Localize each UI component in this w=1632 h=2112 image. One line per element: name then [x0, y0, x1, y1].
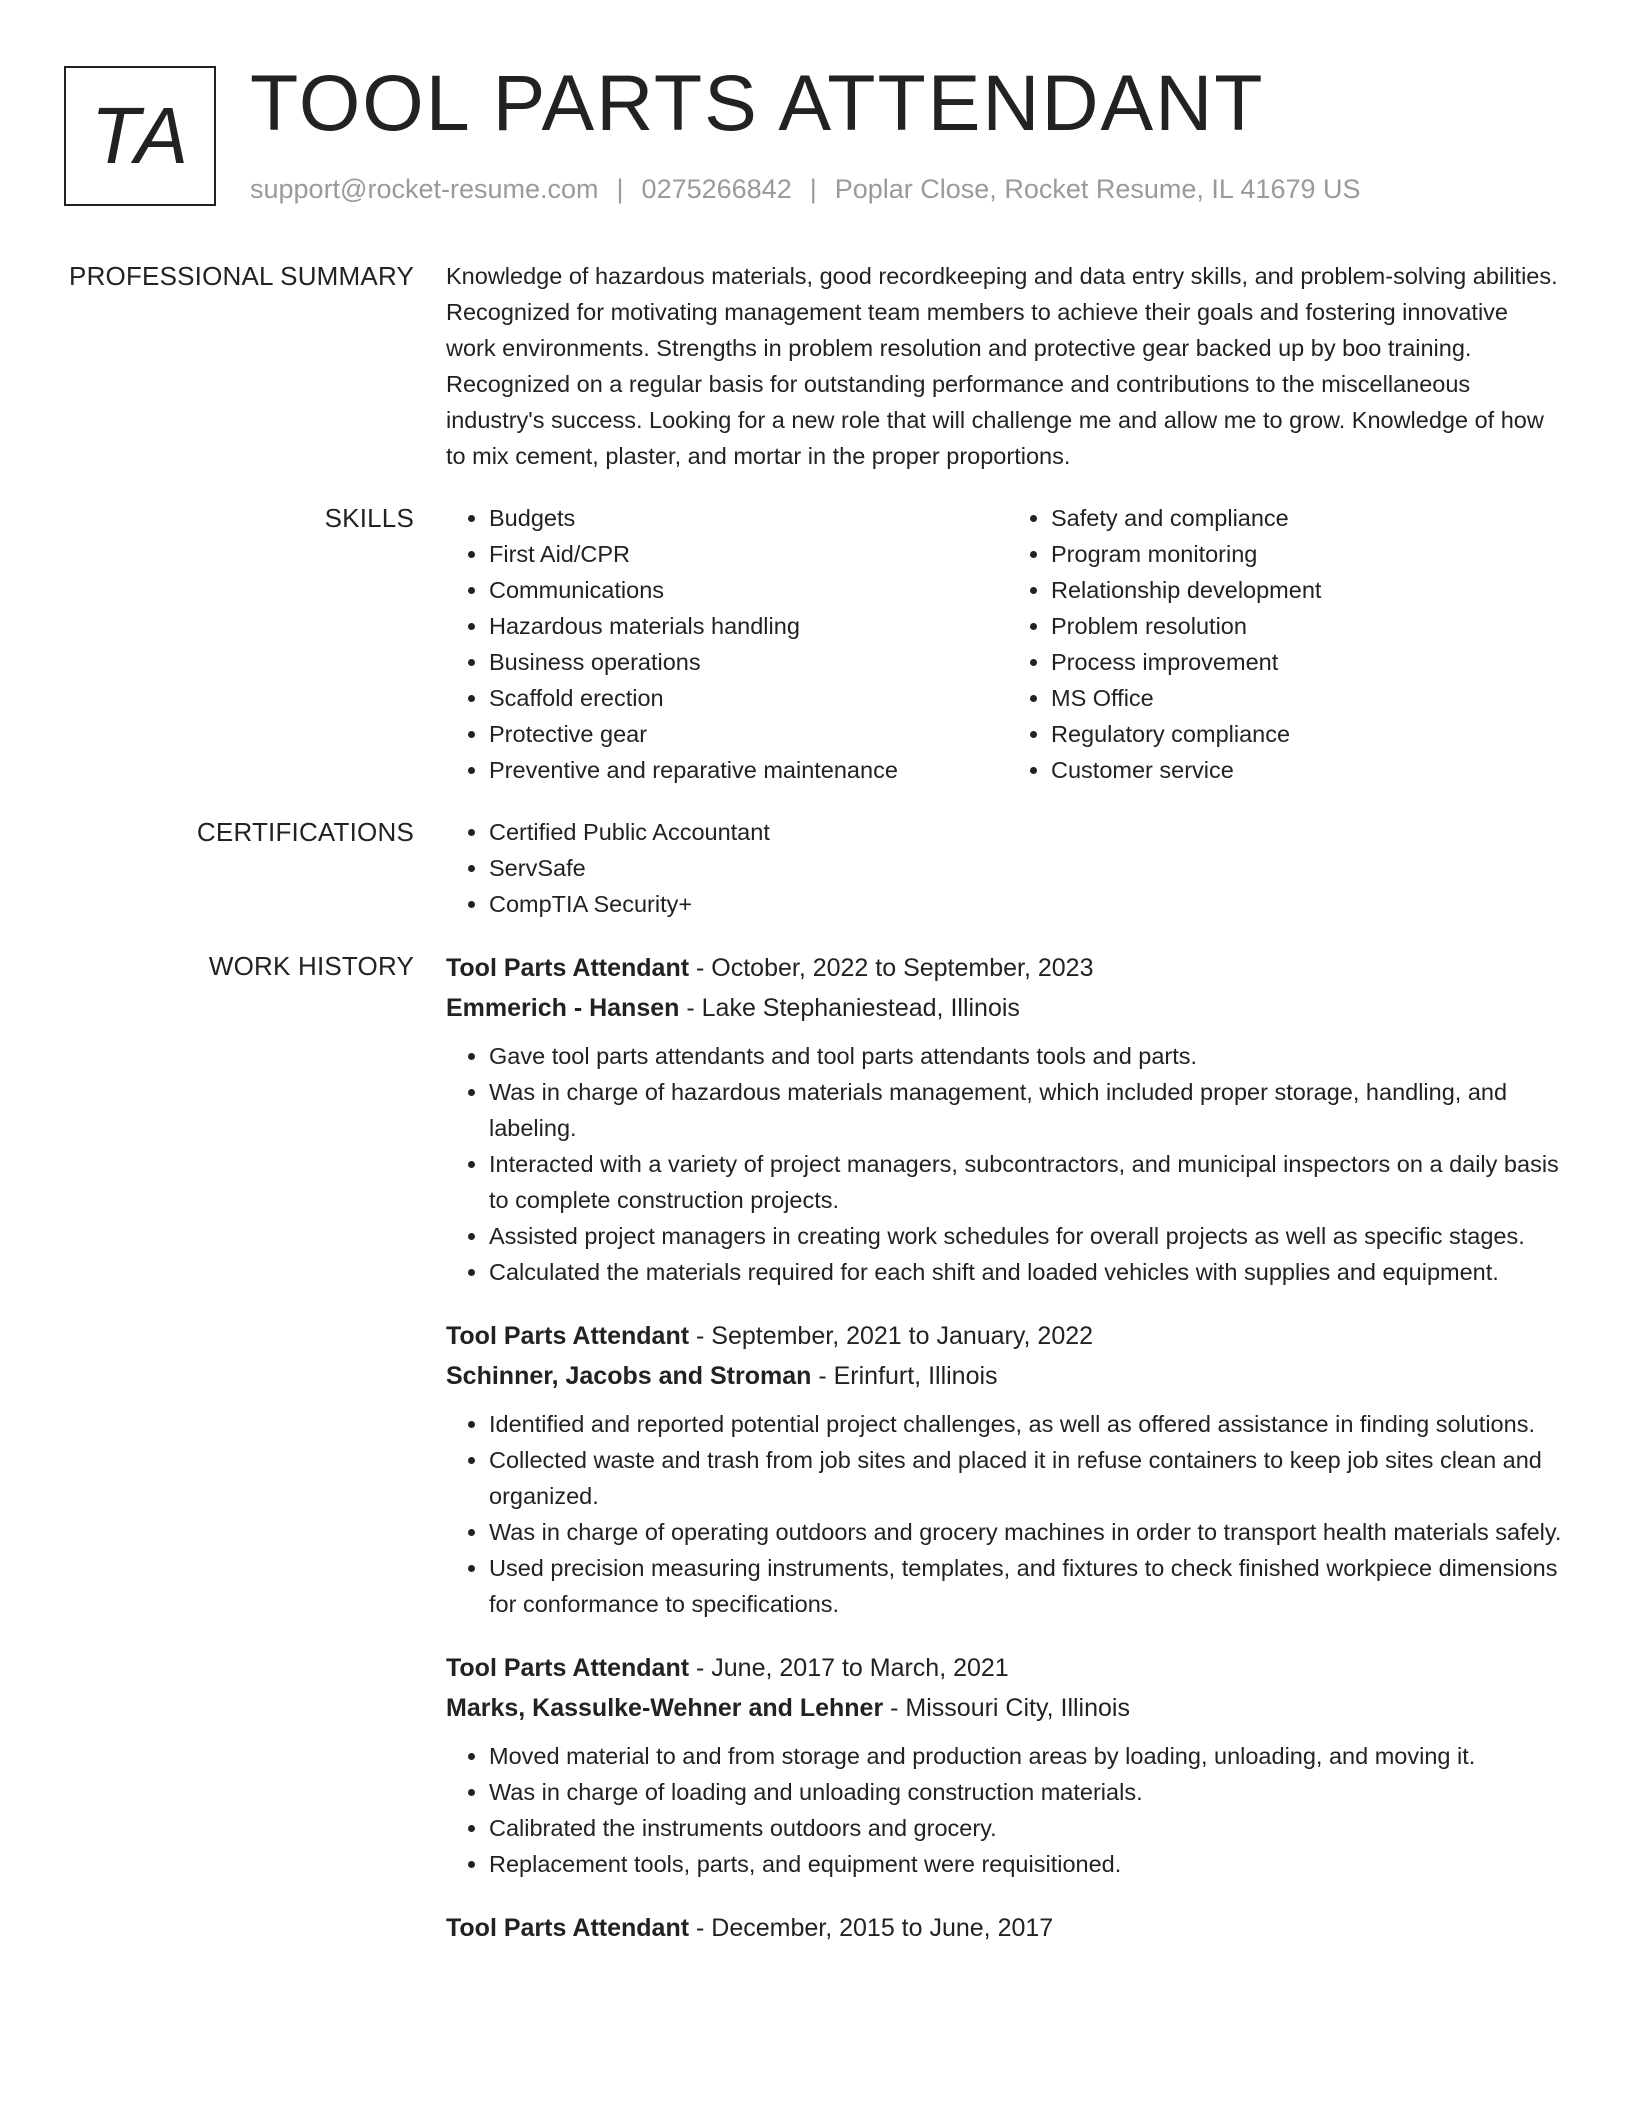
certification-item: • ServSafe [489, 850, 1564, 886]
skill-item: • Customer service [1051, 752, 1571, 788]
certification-item: • CompTIA Security+ [489, 886, 1564, 922]
job-entry [446, 948, 1564, 1290]
certification-item: • Certified Public Accountant [489, 814, 1564, 850]
contact-line [250, 174, 1361, 205]
job-dates: - September, 2021 to January, 2022 [689, 1322, 1094, 1350]
job-bullets [446, 1406, 1564, 1622]
skills-list-left [446, 500, 994, 788]
skills-grid [446, 500, 1564, 788]
job-bullet: • Calibrated the instruments outdoors and grocery. [489, 1810, 1564, 1846]
job-company: Emmerich - Hansen [446, 994, 680, 1022]
skill-item: • Problem resolution [1051, 608, 1571, 644]
job-entry [446, 1908, 1564, 1948]
skills-list-right [994, 500, 1571, 788]
skills-section [0, 500, 1632, 788]
job-title-line [446, 1908, 1564, 1948]
job-bullet: • Gave tool parts attendants and tool parts attendants tools and parts. [489, 1038, 1564, 1074]
job-title: Tool Parts Attendant [446, 954, 690, 982]
job-title: Tool Parts Attendant [446, 1914, 690, 1942]
skill-item: • Scaffold erection [489, 680, 994, 716]
summary-section [0, 258, 1632, 474]
job-bullet: • Collected waste and trash from job sites and placed it in refuse containers to keep job sites clean and organized. [489, 1442, 1564, 1514]
job-dates: - June, 2017 to March, 2021 [689, 1654, 1009, 1682]
job-bullets [446, 1038, 1564, 1290]
skill-item: • Safety and compliance [1051, 500, 1571, 536]
skill-item: • MS Office [1051, 680, 1571, 716]
contact-address: Poplar Close, Rocket Resume, IL 41679 US [834, 174, 1361, 204]
job-company-line [446, 1688, 1564, 1728]
contact-separator: | [809, 174, 817, 204]
job-company-line [446, 1356, 1564, 1396]
job-company: Marks, Kassulke-Wehner and Lehner [446, 1694, 884, 1722]
skill-item: • Hazardous materials handling [489, 608, 994, 644]
resume-name: TOOL PARTS ATTENDANT [250, 58, 1265, 147]
job-location: - Lake Stephaniestead, Illinois [679, 994, 1020, 1022]
skill-item: • Protective gear [489, 716, 994, 752]
job-location: - Erinfurt, Illinois [811, 1362, 998, 1390]
job-bullet: • Moved material to and from storage and production areas by loading, unloading, and moving it. [489, 1738, 1564, 1774]
skill-item: • Regulatory compliance [1051, 716, 1571, 752]
job-entry [446, 1316, 1564, 1622]
job-entry [446, 1648, 1564, 1882]
work-history-heading: WORK HISTORY [208, 951, 414, 981]
work-history-section [0, 948, 1632, 1974]
job-title-line [446, 1316, 1564, 1356]
job-bullet: • Assisted project managers in creating work schedules for overall projects as well as specific stages. [489, 1218, 1564, 1254]
job-bullet: • Identified and reported potential project challenges, as well as offered assistance in finding solutions. [489, 1406, 1564, 1442]
summary-text: Knowledge of hazardous materials, good recordkeeping and data entry skills, and problem-solving abilities. Recognized for motivating management team members to achieve their goals and fostering innovative work environments. Strengths in problem resolution and protective gear backed up by boo training. Recognized on a regular basis for outstanding performance and contributions to the miscellaneous industry's success. Looking for a new role that will challenge me and allow me to grow. Knowledge of how to mix cement, plaster, and mortar in the proper proportions. [446, 263, 1558, 469]
job-company-line [446, 988, 1564, 1028]
job-title: Tool Parts Attendant [446, 1322, 690, 1350]
certifications-list [446, 814, 1564, 922]
skill-item: • Communications [489, 572, 994, 608]
skill-item: • Business operations [489, 644, 994, 680]
resume-content [0, 258, 1632, 2000]
job-bullet: • Was in charge of loading and unloading construction materials. [489, 1774, 1564, 1810]
contact-email: support@rocket-resume.com [250, 174, 599, 204]
monogram-initials: TA [90, 91, 190, 180]
job-title-line [446, 948, 1564, 988]
job-bullets [446, 1738, 1564, 1882]
skill-item: • Budgets [489, 500, 994, 536]
job-bullet: • Replacement tools, parts, and equipment were requisitioned. [489, 1846, 1564, 1882]
job-bullet: • Interacted with a variety of project managers, subcontractors, and municipal inspectors on a daily basis to complete construction projects. [489, 1146, 1564, 1218]
skills-heading: SKILLS [324, 503, 414, 533]
job-bullet: • Was in charge of hazardous materials management, which included proper storage, handling, and labeling. [489, 1074, 1564, 1146]
job-title-line [446, 1648, 1564, 1688]
skill-item: • Relationship development [1051, 572, 1571, 608]
skill-item: • Program monitoring [1051, 536, 1571, 572]
job-bullet: • Used precision measuring instruments, templates, and fixtures to check finished workpiece dimensions for conformance to specifications. [489, 1550, 1564, 1622]
contact-phone: 0275266842 [641, 174, 792, 204]
skill-item: • Preventive and reparative maintenance [489, 752, 994, 788]
certifications-section [0, 814, 1632, 922]
skill-item: • Process improvement [1051, 644, 1571, 680]
job-title: Tool Parts Attendant [446, 1654, 690, 1682]
skill-item: • First Aid/CPR [489, 536, 994, 572]
summary-heading: PROFESSIONAL SUMMARY [69, 261, 414, 291]
job-bullet: • Calculated the materials required for each shift and loaded vehicles with supplies and equipment. [489, 1254, 1564, 1290]
contact-separator: | [616, 174, 624, 204]
job-dates: - December, 2015 to June, 2017 [689, 1914, 1054, 1942]
monogram-badge [64, 66, 216, 206]
job-bullet: • Was in charge of operating outdoors and grocery machines in order to transport health materials safely. [489, 1514, 1564, 1550]
job-dates: - October, 2022 to September, 2023 [689, 954, 1094, 982]
job-company: Schinner, Jacobs and Stroman [446, 1362, 812, 1390]
job-location: - Missouri City, Illinois [883, 1694, 1130, 1722]
certifications-heading: CERTIFICATIONS [196, 817, 414, 847]
